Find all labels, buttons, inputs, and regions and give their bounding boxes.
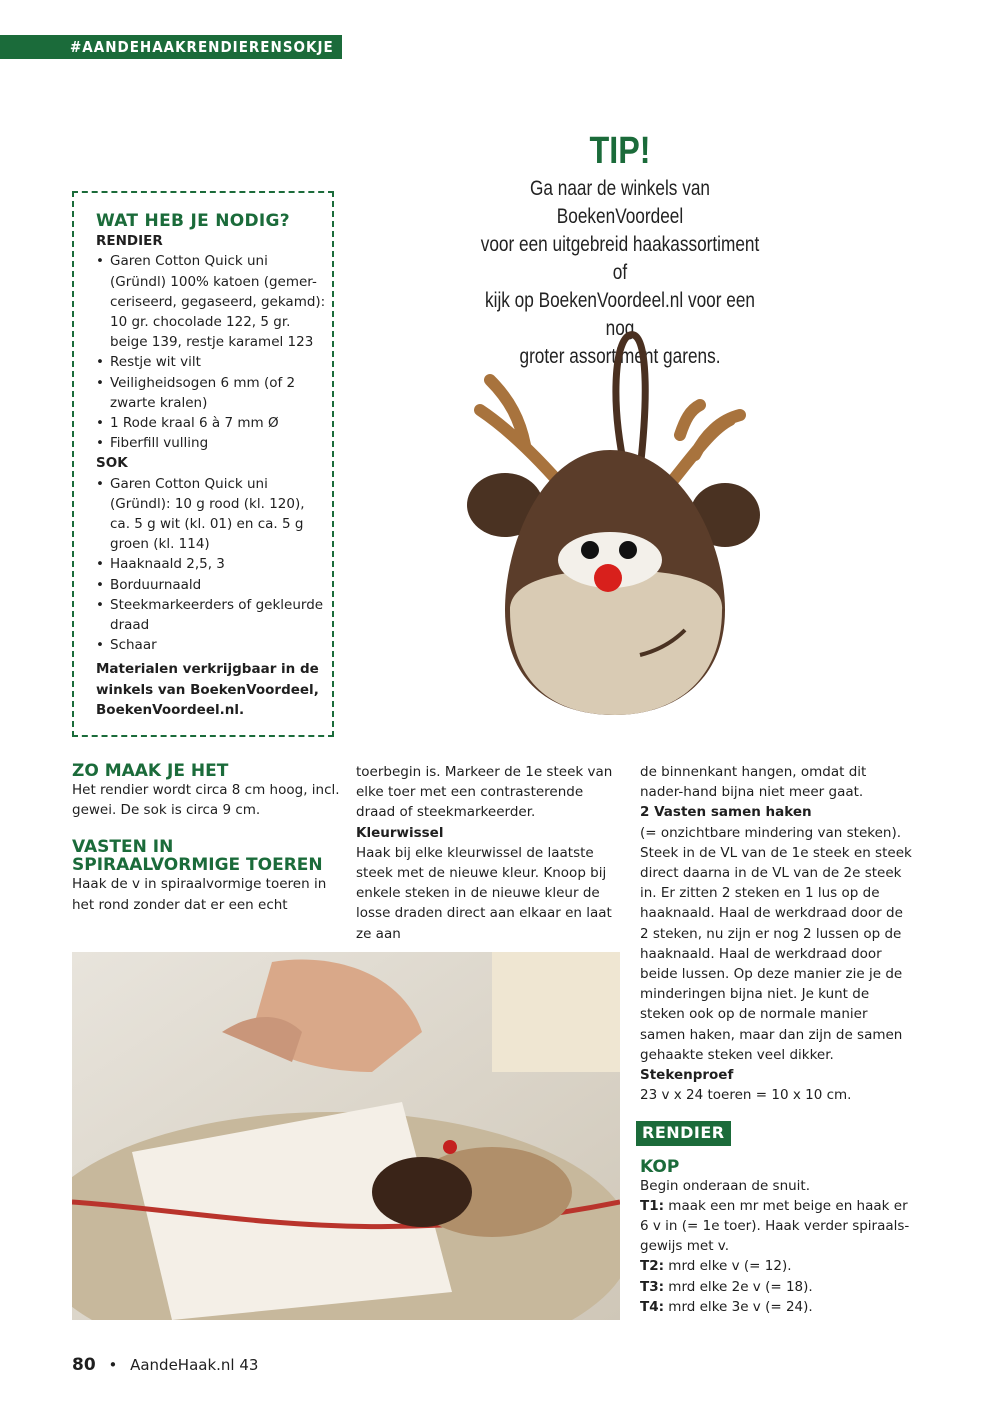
list-item: • Garen Cotton Quick uni (Gründl): 10 g rood (kl. 120), ca. 5 g wit (kl. 01) en ca. 5 g groen (kl. 114)	[96, 474, 326, 555]
subheading: Kleurwissel	[356, 824, 444, 841]
materials-box	[72, 191, 334, 737]
list-item: • Garen Cotton Quick uni (Gründl) 100% katoen (gemer-ceriseerd, gegaseerd, gekamd): 10 gr. chocolade 122, 5 gr. beige 139, restje karamel 123	[96, 251, 326, 352]
paragraph: Begin onderaan de snuit.	[640, 1177, 811, 1194]
reindeer-ornament-image	[450, 320, 770, 730]
paragraph: de binnenkant hangen, omdat dit nader-hand bijna niet meer gaat.	[640, 764, 867, 801]
column-2	[356, 762, 626, 944]
pattern-row: T1: maak een mr met beige en haak er 6 v in (= 1e toer). Haak verder spiraals-gewijs met v.	[640, 1197, 910, 1255]
list-item: • Haaknaald 2,5, 3	[96, 554, 326, 574]
magazine-name: AandeHaak.nl 43	[130, 1356, 259, 1374]
materials-title: WAT HEB JE NODIG?	[96, 211, 290, 231]
paragraph: (= onzichtbare mindering van steken). Steek in de VL van de 1e steek en steek direct daarna in de VL van de 2e steek in. Er zitten 2 steken en 1 lus op de haaknaald. Haal de werkdraad door de 2 steken, nu zijn er nog 2 lussen op de haaknaald. Haal de werkdraad door beide lussen. Op deze manier zie je de minderingen bijna niet. Je kunt de steken ook op de normale manier samen haken, maar dan zijn de samen gehaakte steken veel dikker.	[640, 824, 912, 1063]
subheading: Stekenproef	[640, 1067, 734, 1084]
footer-separator: •	[108, 1356, 118, 1374]
pattern-row: T2: mrd elke v (= 12).	[640, 1258, 792, 1275]
page-number: 80	[72, 1355, 96, 1375]
pattern-row: T3: mrd elke 2e v (= 18).	[640, 1278, 813, 1295]
rendier-subtitle: RENDIER	[96, 233, 163, 250]
paragraph: toerbegin is. Markeer de 1e steek van elke toer met een contrasterende draad of steekmarkeerder.	[356, 764, 613, 821]
subheading: 2 Vasten samen haken	[640, 804, 812, 821]
paragraph: 23 v x 24 toeren = 10 x 10 cm.	[640, 1087, 852, 1104]
list-item: • Schaar	[96, 635, 326, 655]
section-heading: KOP	[640, 1156, 680, 1177]
rendier-list	[96, 251, 326, 453]
list-item: • Steekmarkeerders of gekleurde draad	[96, 595, 326, 635]
section-heading: VASTEN IN SPIRAALVORMIGE TOEREN	[72, 837, 323, 876]
sok-subtitle: SOK	[96, 455, 128, 472]
gift-photo	[72, 952, 620, 1320]
tip-title: TIP!	[589, 130, 651, 172]
list-item: • Restje wit vilt	[96, 352, 326, 372]
list-item: • Borduurnaald	[96, 575, 326, 595]
page-footer	[72, 1355, 258, 1375]
column-1	[72, 762, 342, 915]
sok-list	[96, 474, 326, 656]
materials-footnote: Materialen verkrijgbaar in de winkels van BoekenVoordeel, BoekenVoordeel.nl.	[96, 661, 319, 719]
paragraph: Haak bij elke kleurwissel de laatste steek met de nieuwe kleur. Knoop bij enkele steken in de nieuwe kleur de losse draden direct aan elkaar en laat ze aan	[356, 844, 612, 942]
rendier-badge: RENDIER	[636, 1121, 731, 1145]
paragraph: Haak de v in spiraalvormige toeren in het rond zonder dat er een echt	[72, 876, 327, 913]
paragraph: Het rendier wordt circa 8 cm hoog, incl. gewei. De sok is circa 9 cm.	[72, 782, 340, 819]
list-item: • 1 Rode kraal 6 à 7 mm Ø	[96, 413, 326, 433]
section-heading: ZO MAAK JE HET	[72, 761, 229, 781]
list-item: • Fiberfill vulling	[96, 433, 326, 453]
list-item: • Veiligheidsogen 6 mm (of 2 zwarte kralen)	[96, 373, 326, 413]
column-3	[640, 762, 912, 1317]
tip-text: Ga naar de winkels van BoekenVoordeel voor een uitgebreid haakassortiment of kijk op BoekenVoordeel.nl voor een nog groter assortiment garens.	[480, 177, 760, 368]
hashtag-banner: #AANDEHAAKRENDIERENSOKJE	[0, 35, 342, 59]
pattern-row: T4: mrd elke 3e v (= 24).	[640, 1298, 813, 1315]
